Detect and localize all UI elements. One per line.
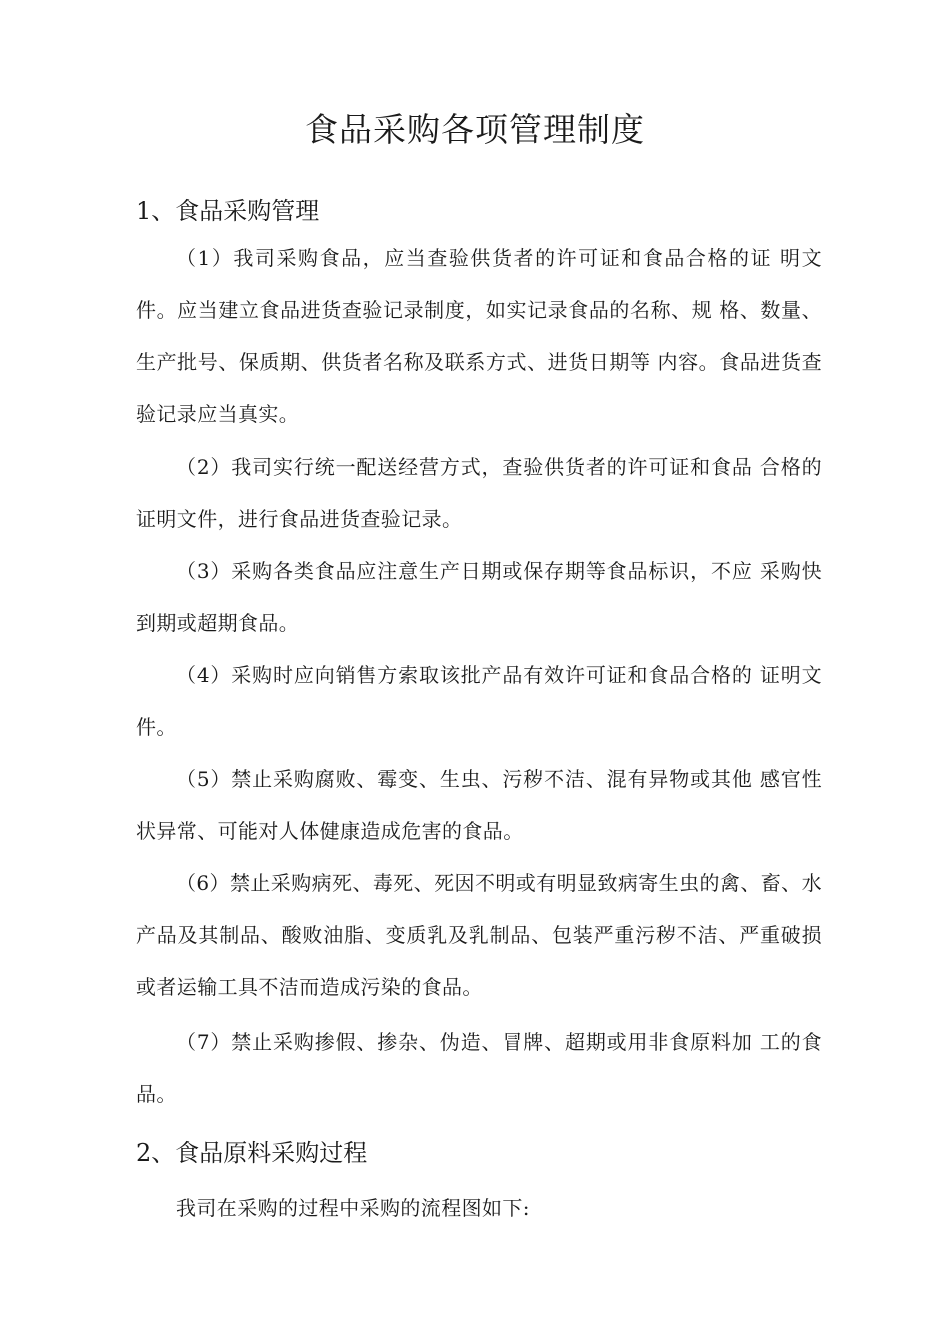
paragraph-item-3: （3）采购各类食品应注意生产日期或保存期等食品标识，不应 采购快到期或超期食品。	[136, 559, 822, 635]
section-heading-1: 1、食品采购管理	[136, 197, 320, 225]
section-intro: 我司在采购的过程中采购的流程图如下:	[176, 1196, 530, 1220]
paragraph-item-1: （1）我司采购食品，应当查验供货者的许可证和食品合格的证 明文件。应当建立食品进货查验记录制度，如实记录食品的名称、规 格、数量、生产批号、保质期、供货者名称及联系方式、进货日期等 内容。食品进货查验记录应当真实。	[136, 246, 822, 426]
paragraph-item-7: （7）禁止采购掺假、掺杂、伪造、冒牌、超期或用非食原料加 工的食品。	[136, 1030, 822, 1106]
paragraph-item-5: （5）禁止采购腐败、霉变、生虫、污秽不洁、混有异物或其他 感官性状异常、可能对人体健康造成危害的食品。	[136, 767, 822, 843]
document-title: 食品采购各项管理制度	[305, 110, 645, 149]
paragraph-item-4: （4）采购时应向销售方索取该批产品有效许可证和食品合格的 证明文件。	[136, 663, 822, 739]
paragraph-item-2: （2）我司实行统一配送经营方式，查验供货者的许可证和食品 合格的证明文件，进行食品进货查验记录。	[136, 455, 822, 531]
section-heading-2: 2、食品原料采购过程	[136, 1139, 368, 1167]
paragraph-item-6: （6）禁止采购病死、毒死、死因不明或有明显致病寄生虫的禽、畜、水产品及其制品、酸败油脂、变质乳及乳制品、包装严重污秽不洁、严重破损或者运输工具不洁而造成污染的食品。	[136, 871, 822, 999]
